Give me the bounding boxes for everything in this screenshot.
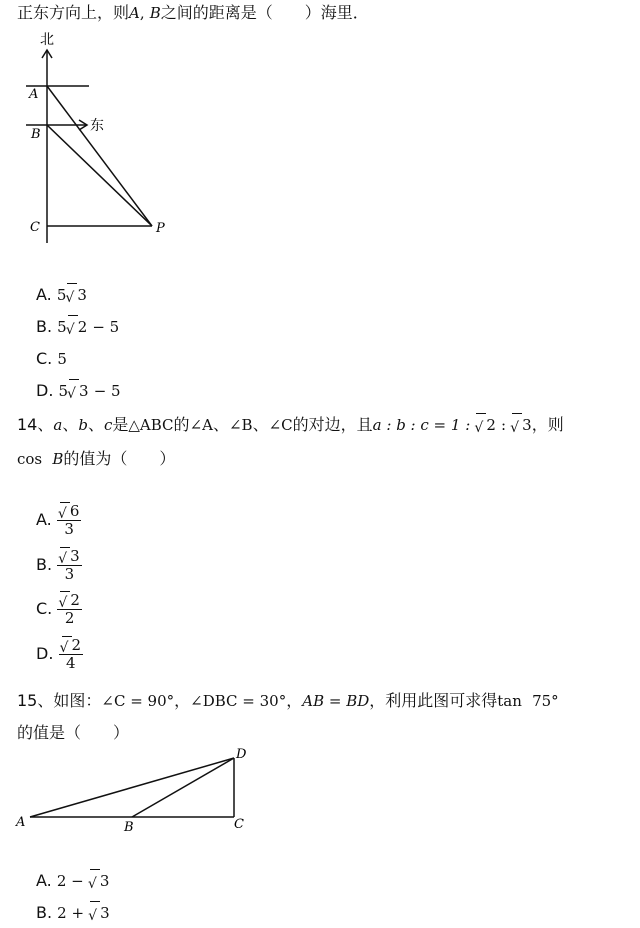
sqrt-icon: √ 2 — [65, 318, 88, 338]
label-a: A — [16, 815, 26, 830]
q13-point-b: B — [149, 4, 161, 22]
q15-stem-line2: 的值是（ ） — [17, 723, 130, 742]
q13-option-a[interactable]: A. 5 √ 3 — [36, 285, 87, 306]
q14-option-a[interactable]: A. √ 6 3 — [36, 502, 80, 538]
q13-option-b[interactable]: B. 5 √ 2 − 5 — [36, 317, 120, 338]
q13-option-d[interactable]: D. 5 √ 3 − 5 — [36, 381, 121, 402]
fraction: √ 6 3 — [57, 502, 80, 538]
q13-tail-text-end: 之间的距离是（ ）海里． — [160, 3, 369, 22]
sqrt-icon: √ 3 — [87, 872, 110, 892]
sqrt-icon: √ 3 — [510, 416, 532, 436]
q14-option-b[interactable]: B. √ 3 3 — [36, 547, 80, 583]
q13-option-c[interactable]: C. 5 — [36, 349, 67, 368]
sqrt-icon: √ 3 — [65, 286, 87, 306]
q13-point-a: A — [129, 4, 140, 22]
line-bd — [132, 758, 234, 817]
q15-stem: 15、如图：∠C = 90°，∠DBC = 30°，AB = BD，利用此图可求得tan 75° — [17, 691, 559, 710]
q13-stem-tail — [17, 2, 369, 24]
label-b: B — [124, 820, 134, 835]
east-label: 东 — [90, 118, 104, 134]
label-a: A — [29, 87, 39, 102]
q14-stem: 14、a、b、c是△ABC的∠A、∠B、∠C的对边，且a : b : c = 1 : √ 2 : √ 3，则 — [17, 415, 564, 436]
label-p: P — [156, 221, 165, 236]
fraction: √ 2 2 — [58, 591, 80, 627]
fraction: √ 2 4 — [59, 636, 82, 672]
q14-option-d[interactable]: D. √ 2 4 — [36, 636, 82, 672]
line-ap — [47, 86, 152, 226]
q14-option-c[interactable]: C. √ 2 2 — [36, 591, 80, 627]
sqrt-icon: √ 3 — [67, 382, 89, 402]
q13-tail-text: 正东方向上，则 — [17, 3, 130, 22]
q14-stem-line2: cos B的值为（ ） — [17, 449, 176, 468]
q13-figure — [20, 28, 180, 248]
label-d: D — [236, 747, 247, 762]
fraction: √ 3 3 — [58, 547, 80, 583]
line-ad — [30, 758, 234, 817]
north-label: 北 — [40, 32, 54, 48]
q15-option-b[interactable]: B. 2 + √ 3 — [36, 903, 110, 924]
label-b: B — [31, 127, 41, 142]
q15-figure — [12, 742, 262, 837]
sqrt-icon: √ 2 — [474, 416, 496, 436]
line-bp — [47, 125, 152, 226]
label-c: C — [234, 817, 244, 832]
q15-option-a[interactable]: A. 2 − √ 3 — [36, 871, 110, 892]
sqrt-icon: √ 3 — [88, 904, 110, 924]
q13-comma: , — [139, 4, 145, 22]
label-c: C — [30, 220, 40, 235]
